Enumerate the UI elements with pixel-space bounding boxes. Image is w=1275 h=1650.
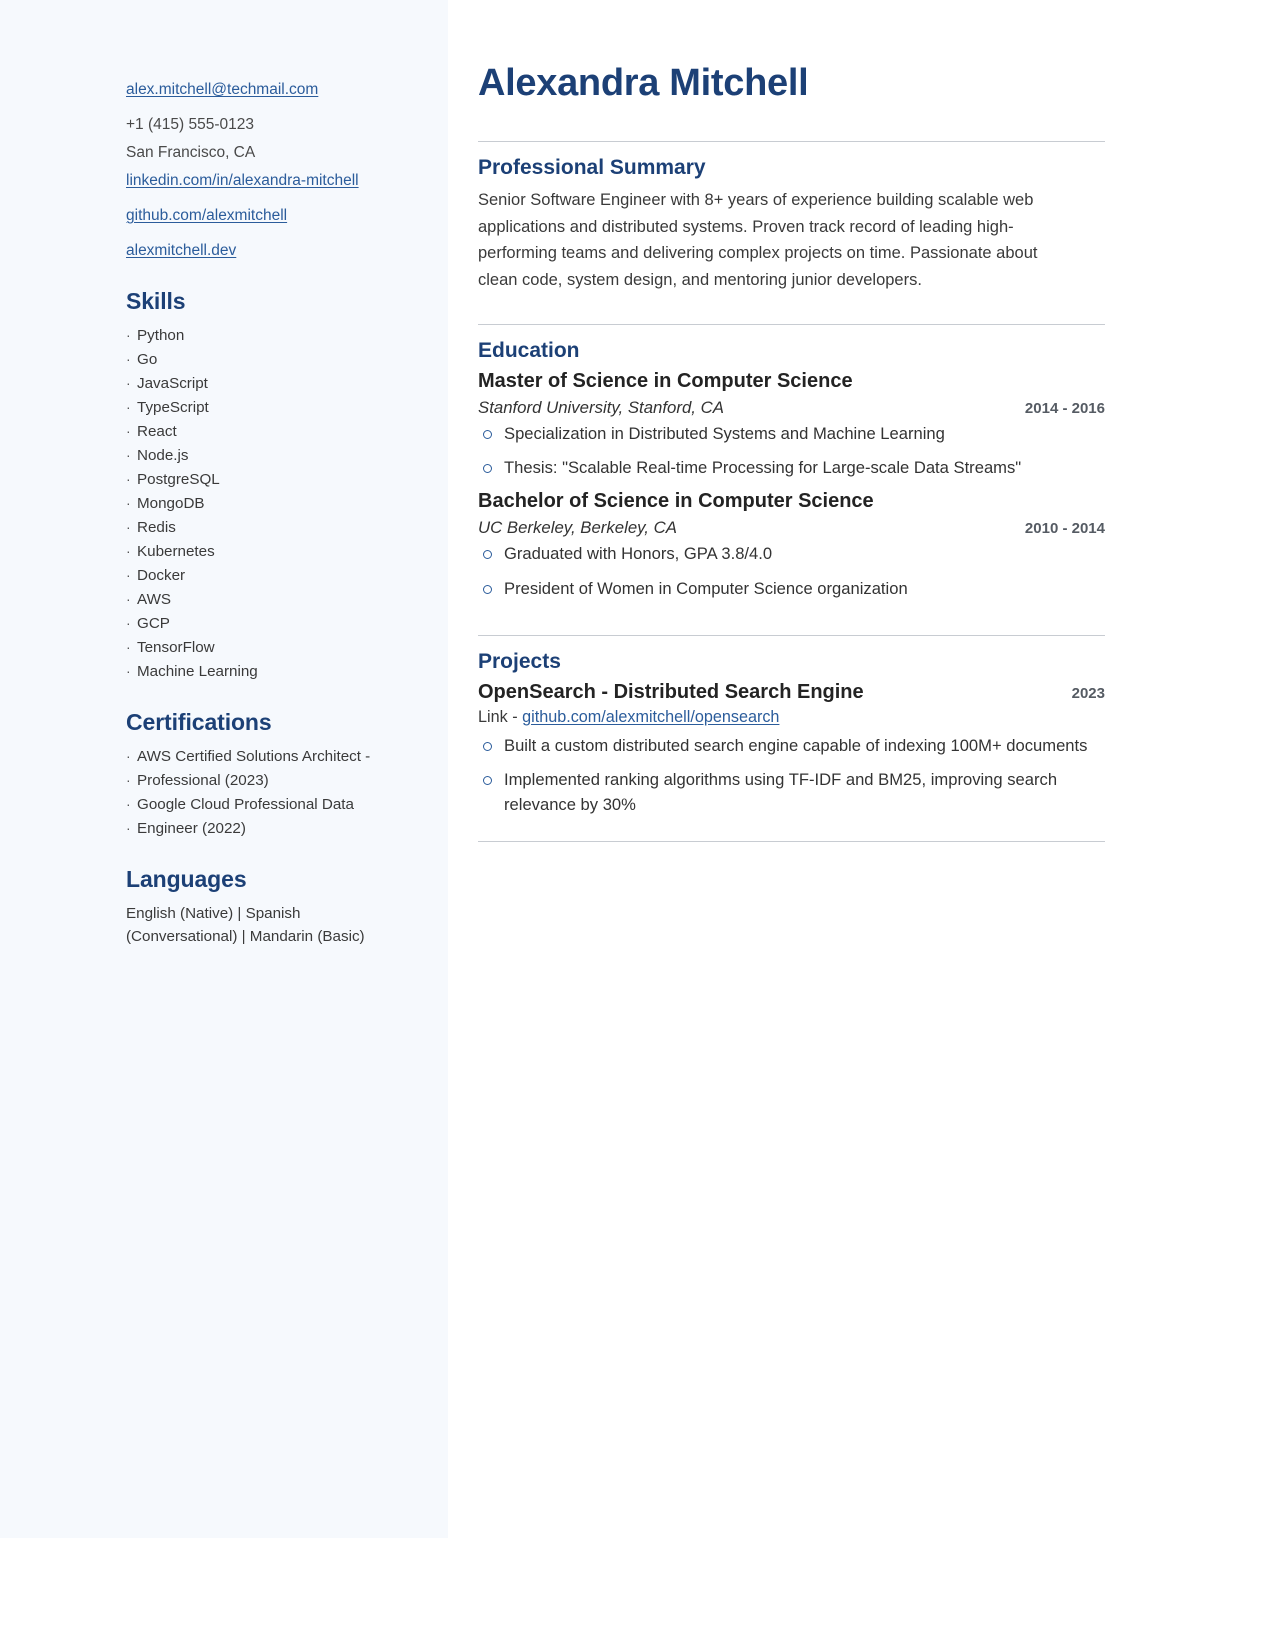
list-item: [126, 396, 404, 420]
list-item-label: Redis: [137, 519, 176, 537]
list-item-label: Node.js: [137, 447, 189, 465]
project-head-row: [478, 681, 1105, 704]
sidebar: [0, 0, 448, 1538]
candidate-name: Alexandra Mitchell: [478, 62, 809, 104]
location-text: San Francisco, CA: [126, 144, 256, 162]
email-link[interactable]: alex.mitchell@techmail.com: [126, 81, 319, 98]
certifications-list: [126, 745, 404, 841]
list-item: [126, 769, 404, 793]
project-entry: [478, 681, 1105, 818]
bullet-item: Specialization in Distributed Systems and Machine Learning: [478, 421, 1105, 446]
bullet-icon: ·: [126, 639, 131, 656]
list-item: [126, 636, 404, 660]
list-item: [126, 372, 404, 396]
list-item-label: JavaScript: [137, 375, 208, 393]
list-item-label: Google Cloud Professional Data: [137, 796, 354, 814]
list-item: [126, 420, 404, 444]
bullet-item: President of Women in Computer Science organization: [478, 576, 1105, 601]
section-divider: [478, 324, 1105, 325]
skills-heading: Skills: [126, 288, 186, 315]
bullet-icon: ·: [126, 567, 131, 584]
project-date: 2023: [1071, 684, 1105, 702]
list-item-label: Kubernetes: [137, 543, 215, 561]
list-item: [126, 660, 404, 684]
bullet-item: Implemented ranking algorithms using TF-IDF and BM25, improving search relevance by 30%: [478, 767, 1105, 817]
list-item: [126, 492, 404, 516]
list-item: [126, 444, 404, 468]
list-item-label: AWS Certified Solutions Architect -: [137, 748, 371, 766]
list-item: [126, 588, 404, 612]
date-range: 2010 - 2014: [1024, 520, 1105, 538]
phone-text: +1 (415) 555-0123: [126, 116, 254, 134]
list-item-label: Python: [137, 327, 185, 345]
project-link-label: Link -: [478, 707, 523, 726]
bullet-icon: ·: [126, 471, 131, 488]
bullet-icon: ·: [126, 796, 131, 813]
bullet-icon: ·: [126, 399, 131, 416]
list-item-label: GCP: [137, 615, 170, 633]
list-item-label: AWS: [137, 591, 172, 609]
list-item-label: PostgreSQL: [137, 471, 220, 489]
project-title: OpenSearch - Distributed Search Engine: [478, 680, 864, 703]
languages-text: English (Native) | Spanish (Conversational) | Mandarin (Basic): [126, 905, 365, 946]
education-bullets: [478, 541, 1105, 600]
date-range: 2014 - 2016: [1024, 399, 1105, 417]
project-bullets: [478, 733, 1105, 818]
list-item-label: TypeScript: [137, 399, 209, 417]
bullet-icon: ·: [126, 615, 131, 632]
professional-summary-text: Senior Software Engineer with 8+ years of experience building scalable web applications and distributed systems. Proven track record of leading high-performing teams and delivering complex projects on time. Passionate about clean code, system design, and mentoring junior developers.: [478, 191, 1038, 290]
bullet-icon: ·: [126, 772, 131, 789]
bullet-icon: ·: [126, 663, 131, 680]
section-divider-bottom: [478, 841, 1105, 842]
languages-heading: Languages: [126, 866, 247, 893]
projects-section: [478, 635, 1105, 843]
education-heading: Education: [478, 338, 580, 362]
bullet-icon: ·: [126, 543, 131, 560]
project-link[interactable]: github.com/alexmitchell/opensearch: [522, 707, 780, 726]
list-item: [126, 612, 404, 636]
bullet-icon: ·: [126, 423, 131, 440]
list-item: [126, 793, 404, 817]
list-item-label: Docker: [137, 567, 186, 585]
bullet-icon: ·: [126, 447, 131, 464]
professional-summary-heading: Professional Summary: [478, 156, 706, 179]
education-section: [478, 324, 1105, 601]
bullet-icon: ·: [126, 495, 131, 512]
education-entries: [478, 370, 1105, 601]
bullet-item: Thesis: "Scalable Real-time Processing for Large-scale Data Streams": [478, 455, 1105, 480]
list-item-label: Machine Learning: [137, 663, 258, 681]
list-item-label: MongoDB: [137, 495, 205, 513]
project-entries: [478, 681, 1105, 818]
list-item: [126, 348, 404, 372]
education-entry: [478, 370, 1105, 480]
institution-name: Stanford University, Stanford, CA: [478, 397, 724, 417]
linkedin-link[interactable]: linkedin.com/in/alexandra-mitchell: [126, 172, 359, 190]
list-item: [126, 745, 404, 769]
institution-name: UC Berkeley, Berkeley, CA: [478, 518, 677, 538]
github-link[interactable]: github.com/alexmitchell: [126, 207, 288, 225]
bullet-icon: ·: [126, 820, 131, 837]
list-item: [126, 817, 404, 841]
bullet-icon: ·: [126, 748, 131, 765]
list-item: [126, 564, 404, 588]
list-item-label: React: [137, 423, 177, 441]
section-divider: [478, 635, 1105, 636]
list-item-label: Engineer (2022): [137, 820, 246, 838]
bullet-icon: ·: [126, 327, 131, 344]
degree-title: Bachelor of Science in Computer Science: [478, 490, 874, 513]
projects-heading: Projects: [478, 649, 561, 673]
bullet-icon: ·: [126, 375, 131, 392]
professional-summary-section: [478, 141, 1105, 294]
bullet-icon: ·: [126, 591, 131, 608]
project-link-row: [478, 708, 1105, 727]
website-link[interactable]: alexmitchell.dev: [126, 242, 237, 260]
list-item: [126, 324, 404, 348]
list-item-label: Go: [137, 351, 158, 369]
education-entry: [478, 490, 1105, 600]
section-divider: [478, 141, 1105, 142]
certifications-heading: Certifications: [126, 709, 272, 736]
list-item: [126, 468, 404, 492]
list-item: [126, 516, 404, 540]
list-item-label: Professional (2023): [137, 772, 269, 790]
education-meta-row: [478, 398, 1105, 418]
degree-title: Master of Science in Computer Science: [478, 369, 853, 392]
education-meta-row: [478, 518, 1105, 538]
main-column: [448, 0, 1275, 864]
contact-list: [126, 78, 404, 263]
list-item: [126, 540, 404, 564]
bullet-icon: ·: [126, 351, 131, 368]
bullet-icon: ·: [126, 519, 131, 536]
list-item-label: TensorFlow: [137, 639, 215, 657]
bullet-item: Graduated with Honors, GPA 3.8/4.0: [478, 541, 1105, 566]
bullet-item: Built a custom distributed search engine capable of indexing 100M+ documents: [478, 733, 1105, 758]
skills-list: [126, 324, 404, 684]
education-bullets: [478, 421, 1105, 480]
